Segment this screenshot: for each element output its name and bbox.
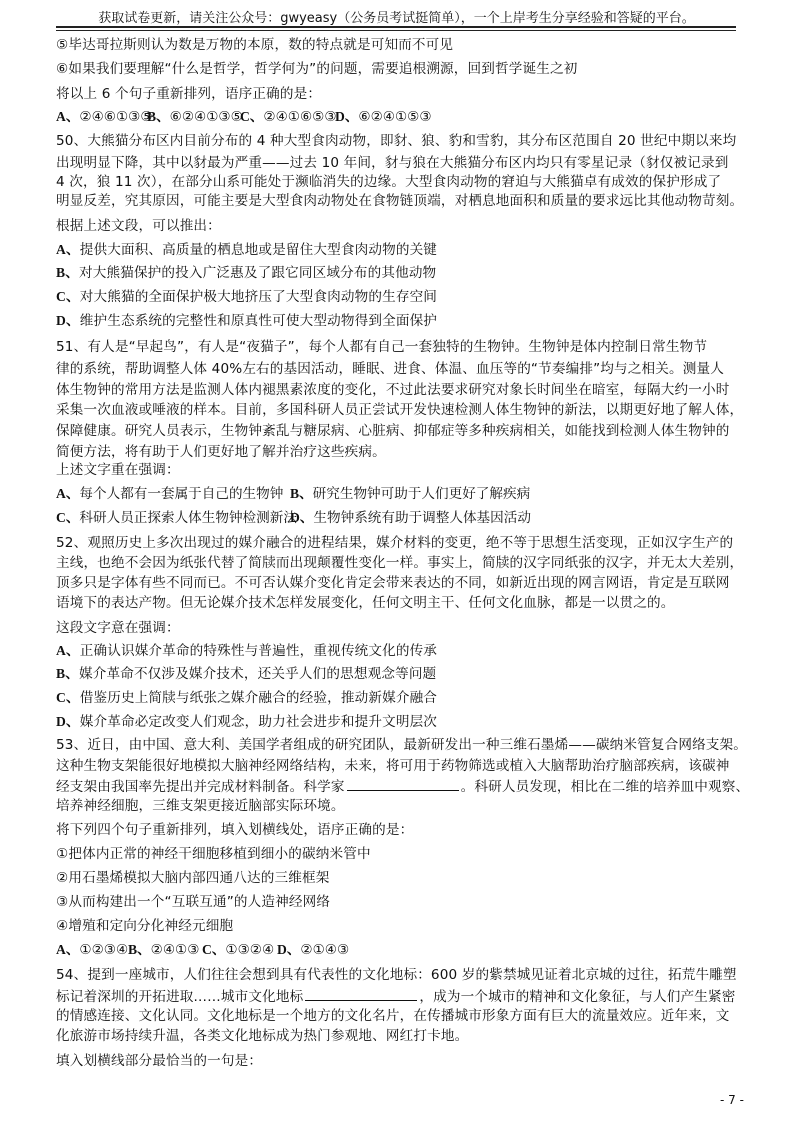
option-text: ①②③④	[79, 942, 129, 958]
option-text: 生物钟系统有助于调整人体基因活动	[313, 510, 531, 526]
line-text: 采集一次血液或唾液的样本。目前，多国科研人员正尝试开发快速检测人体生物钟的新法，以期更好地了解人体，	[56, 402, 744, 418]
option-text: 对大熊猫的全面保护极大地挤压了大型食肉动物的生存空间	[79, 289, 438, 305]
answer-option	[56, 689, 437, 707]
answer-option	[56, 642, 437, 660]
option-letter: B、	[290, 486, 313, 501]
line-text: 51、有人是“早起鸟”，有人是“夜猫子”，每个人都有自己一套独特的生物钟。生物钟是体内控制日常生物节	[56, 339, 708, 355]
option-text: ②④①③	[150, 942, 200, 958]
option-text: ②④①⑥⑤③	[263, 109, 337, 125]
page-number: - 7 -	[720, 1093, 744, 1107]
line-text: 52、观照历史上多次出现过的媒介融合的进程结果，媒介材料的变更，绝不等于思想生活变现，正如汉字生产的	[56, 535, 734, 551]
option-letter: B、	[128, 942, 151, 957]
line-text: 律的系统，帮助调整人体 40%左右的基因活动，睡眠、进食、体温、血压等的“节奏编排”均与之相关。测量人	[56, 361, 724, 377]
text-line	[56, 443, 386, 461]
line-text: 这段文字意在强调：	[56, 620, 180, 636]
line-text: 的情感连接、文化认同。文化地标是一个地方的文化名片，在传播城市形象方面有巨大的流量效应。近年来，文	[56, 1008, 730, 1024]
option-letter: D、	[290, 510, 314, 525]
fill-in-blank	[305, 987, 417, 1001]
text-line	[56, 966, 737, 984]
line-text: ，成为一个城市的精神和文化象征，与人们产生紧密	[419, 989, 736, 1005]
option-text: 借鉴历史上简牍与纸张之媒介融合的经验，推动新媒介融合	[79, 690, 438, 706]
option-text: ②①④③	[300, 942, 350, 958]
option-letter: C、	[202, 942, 226, 957]
option-text: 研究生物钟可助于人们更好了解疾病	[312, 486, 531, 502]
fill-in-blank	[347, 777, 459, 791]
option-letter: A、	[56, 242, 80, 257]
line-text: 根据上述文段，可以推出：	[56, 218, 221, 234]
line-text: 将下列四个句子重新排列，填入划横线处，语序正确的是：	[56, 822, 414, 838]
line-text: 体生物钟的常用方法是监测人体内褪黑素浓度的变化，不过此法要求研究对象长时间坐在暗室，每隔大约一小时	[56, 382, 730, 398]
option-letter: B、	[56, 265, 79, 280]
line-text: 化旅游市场持续升温，各类文化地标成为热门参观地、网红打卡地。	[56, 1028, 469, 1044]
option-text: ⑥②④①③⑤	[169, 109, 243, 125]
text-line	[56, 192, 743, 210]
answer-option	[147, 108, 243, 126]
line-text: 将以上 6 个句子重新排列，语序正确的是：	[56, 86, 322, 102]
answer-option	[56, 288, 437, 306]
answer-option	[128, 941, 199, 959]
answer-option	[240, 108, 337, 126]
text-line	[56, 461, 180, 479]
line-text: 语境下的表达产物。但无论媒介技术怎样发展变化，任何文明主干、任何文化血脉，都是一以贯之的。	[56, 595, 675, 611]
option-letter: B、	[147, 109, 170, 124]
line-text: 标记着深圳的开拓进取……城市文化地标	[56, 989, 304, 1005]
line-text: ②用石墨烯模拟大脑内部四通八达的三维框架	[56, 870, 330, 886]
text-line	[56, 797, 345, 815]
line-text: 出现明显下降，其中以豺最为严重——过去 10 年间，豺与狼在大熊猫分布区内均只有零星记录（豺仅被记录到	[56, 155, 729, 171]
text-line	[56, 845, 371, 863]
option-text: ⑥②④①⑤③	[358, 109, 432, 125]
option-letter: C、	[56, 510, 80, 525]
text-line	[56, 1007, 729, 1025]
option-letter: A、	[56, 109, 80, 124]
option-letter: C、	[56, 690, 80, 705]
option-text: 正确认识媒介革命的特殊性与普遍性，重视传统文化的传承	[79, 643, 438, 659]
line-text: 53、近日，由中国、意大利、美国学者组成的研究团队，最新研发出一种三维石墨烯——碳纳米管复合网络支架。	[56, 737, 748, 753]
line-text: 上述文字重在强调：	[56, 462, 180, 478]
option-letter: D、	[56, 313, 80, 328]
answer-option	[56, 108, 153, 126]
option-letter: C、	[240, 109, 264, 124]
line-text: ⑥如果我们要理解“什么是哲学，哲学何为”的问题，需要追根溯源，回到哲学诞生之初	[56, 61, 578, 77]
answer-option	[56, 312, 437, 330]
line-text: 4 次，狼 11 次），在部分山系可能处于濒临消失的边缘。大型食肉动物的窘迫与大熊猫卓有成效的保护形成了	[56, 174, 722, 190]
option-letter: A、	[56, 486, 80, 501]
text-line	[56, 594, 674, 612]
line-text: 经支架由我国率先提出并完成材料制备。科学家	[56, 779, 345, 795]
text-line	[56, 422, 729, 440]
text-line	[56, 36, 453, 54]
text-line	[56, 173, 721, 191]
option-letter: D、	[56, 714, 80, 729]
option-letter: A、	[56, 942, 80, 957]
text-line	[56, 381, 729, 399]
answer-option	[56, 713, 437, 731]
text-line	[56, 821, 413, 839]
text-line	[56, 401, 743, 419]
text-line	[56, 736, 747, 754]
text-line	[56, 1052, 262, 1070]
option-text: 媒介革命必定改变人们观念，助力社会进步和提升文明层次	[79, 714, 438, 730]
line-text: 54、提到一座城市，人们往往会想到具有代表性的文化地标：600 岁的紫禁城见证着北京城的过往，拓荒牛雕塑	[56, 967, 737, 983]
line-text: 培养神经细胞，三维支架更接近脑部实际环境。	[56, 798, 345, 814]
text-line	[56, 1027, 468, 1045]
text-line	[56, 554, 743, 572]
line-text: 简便方法，将有助于人们更好地了解并治疗这些疾病。	[56, 444, 386, 460]
option-text: 媒介革命不仅涉及媒介技术，还关乎人们的思想观念等问题	[78, 666, 437, 682]
text-line	[56, 534, 733, 552]
line-text: ④增殖和定向分化神经元细胞	[56, 918, 234, 934]
line-text: ③从而构建出一个“互联互通”的人造神经网络	[56, 894, 331, 910]
text-line	[56, 917, 233, 935]
answer-option	[290, 485, 530, 503]
option-text: 每个人都有一套属于自己的生物钟	[79, 486, 284, 502]
answer-option	[56, 241, 437, 259]
page-header: 获取试卷更新，请关注公众号：gwyeasy（公务员考试挺简单），一个上岸考生分享经验和答疑的平台。	[98, 11, 695, 26]
line-text: 主线，也绝不会因为纸张代替了简牍而出现颠覆性变化一样。事实上，简牍的汉字同纸张的汉字，并无太大差别，	[56, 555, 744, 571]
line-text: 。科研人员发现，相比在二维的培养皿中观察、	[460, 779, 750, 795]
option-letter: C、	[56, 289, 80, 304]
answer-option	[56, 485, 283, 503]
text-line	[56, 132, 736, 150]
line-text: ①把体内正常的神经干细胞移植到细小的碳纳米管中	[56, 846, 371, 862]
option-text: 对大熊猫保护的投入广泛惠及了跟它同区域分布的其他动物	[78, 265, 437, 281]
line-text: 50、大熊猫分布区内目前分布的 4 种大型食肉动物，即豺、狼、豹和雪豹，其分布区范围自 20 世纪中期以来均	[56, 133, 737, 149]
option-letter: A、	[56, 643, 80, 658]
option-text: 提供大面积、高质量的栖息地或是留住大型食肉动物的关键	[79, 242, 438, 258]
option-text: ①③②④	[225, 942, 275, 958]
answer-option	[56, 941, 128, 959]
line-text: ⑤毕达哥拉斯则认为数是万物的本原，数的特点就是可知而不可见	[56, 37, 454, 53]
line-text: 保障健康。研究人员表示，生物钟紊乱与糖尿病、心脏病、抑郁症等多种疾病相关，如能找到检测人体生物钟的	[56, 423, 730, 439]
text-line	[56, 360, 724, 378]
text-line	[56, 987, 736, 1006]
text-line	[56, 777, 749, 796]
text-line	[56, 893, 330, 911]
line-text: 明显反差，究其原因，可能主要是大型食肉动物处在食物链顶端，对栖息地面积和质量的要求远比其他动物苛刻。	[56, 193, 744, 209]
option-text: 维护生态系统的完整性和原真性可使大型动物得到全面保护	[79, 313, 438, 329]
option-letter: D、	[277, 942, 301, 957]
text-line	[56, 154, 729, 172]
option-text: 科研人员正探索人体生物钟检测新法	[79, 510, 297, 526]
line-text: 顶多只是字体有些不同而已。不可否认媒介变化肯定会带来表达的不同，如新近出现的网言网语，肯定是互联网	[56, 575, 730, 591]
header-divider	[56, 26, 736, 31]
answer-option	[56, 264, 436, 282]
line-text: 填入划横线部分最恰当的一句是：	[56, 1053, 263, 1069]
option-letter: D、	[335, 109, 359, 124]
text-line	[56, 619, 180, 637]
line-text: 这种生物支架能很好地模拟大脑神经网络结构，未来，将可用于药物筛选或植入大脑帮助治疗脑部疾病，该碳神	[56, 758, 730, 774]
answer-option	[277, 941, 349, 959]
text-line	[56, 869, 329, 887]
answer-option	[202, 941, 274, 959]
answer-option	[56, 665, 436, 683]
option-letter: B、	[56, 666, 79, 681]
text-line	[56, 574, 729, 592]
text-line	[56, 85, 321, 103]
text-line	[56, 757, 729, 775]
text-line	[56, 60, 578, 78]
text-line	[56, 217, 221, 235]
answer-option	[290, 509, 531, 527]
text-line	[56, 338, 707, 356]
answer-option	[56, 509, 297, 527]
answer-option	[335, 108, 432, 126]
option-text: ②④⑥①③⑤	[79, 109, 153, 125]
